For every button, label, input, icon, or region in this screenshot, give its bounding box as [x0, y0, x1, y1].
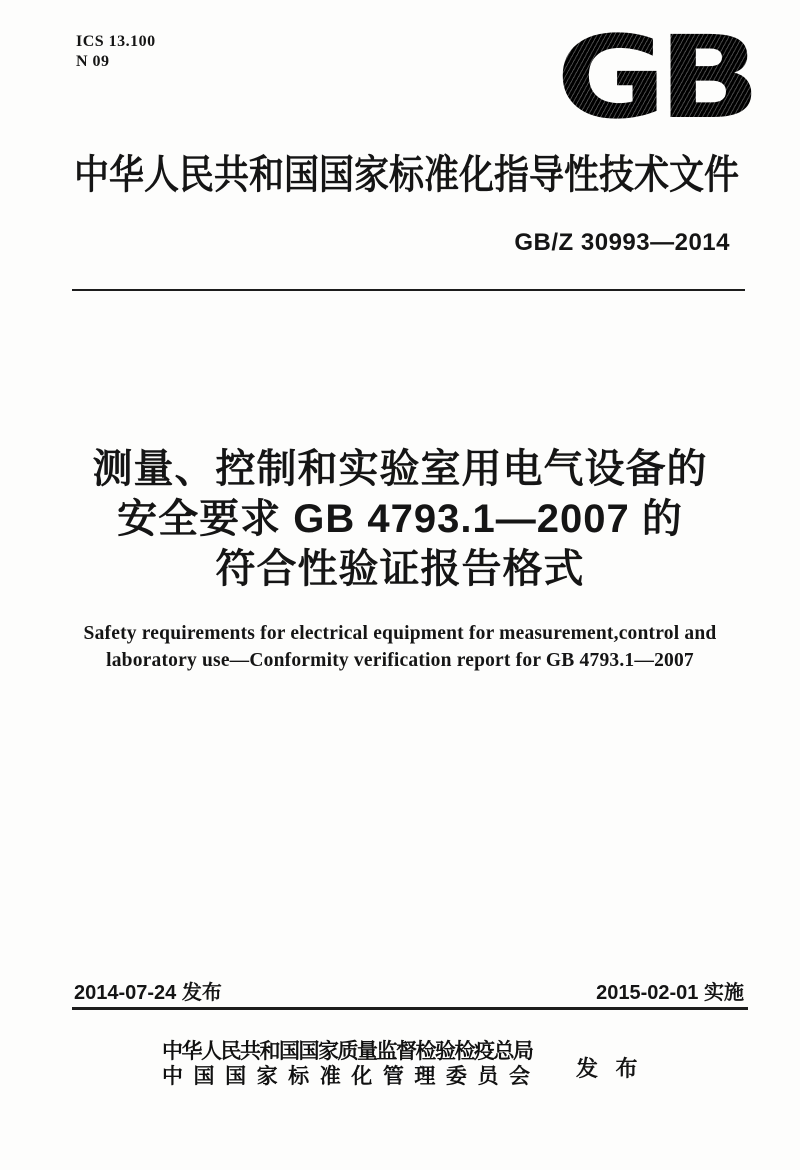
issuing-bodies — [162, 1039, 533, 1089]
top-divider — [72, 289, 745, 291]
date-row — [74, 982, 744, 1004]
title-en-line-2: laboratory use—Conformity verification report for GB 4793.1—2007 — [106, 650, 694, 671]
title-cn-line-1: 测量、控制和实验室用电气设备的 — [92, 447, 708, 491]
document-type-heading: 中华人民共和国国家标准化指导性技术文件 — [74, 152, 739, 197]
class-code: N 09 — [76, 53, 110, 70]
title-en-line-1: Safety requirements for electrical equipment for measurement,control and — [83, 623, 717, 644]
title-cn-line-3: 符合性验证报告格式 — [215, 547, 585, 591]
ics-classification — [76, 33, 156, 70]
issuer-line-2: 中国国家标准化管理委员会 — [162, 1064, 530, 1088]
publish-label: 发 布 — [576, 1056, 644, 1081]
gb-logo: GB — [555, 11, 752, 144]
issue-date: 2014-07-24 发布 — [74, 982, 222, 1004]
title-english — [55, 620, 745, 674]
title-chinese — [40, 444, 760, 594]
title-cn-line-2: 安全要求 GB 4793.1—2007 的 — [117, 497, 683, 541]
issuer-line-1: 中华人民共和国国家质量监督检验检疫总局 — [162, 1039, 533, 1063]
implement-date: 2015-02-01 实施 — [596, 982, 744, 1004]
standard-number: GB/Z 30993—2014 — [514, 229, 730, 256]
bottom-divider — [72, 1007, 748, 1010]
ics-code: ICS 13.100 — [76, 33, 156, 50]
